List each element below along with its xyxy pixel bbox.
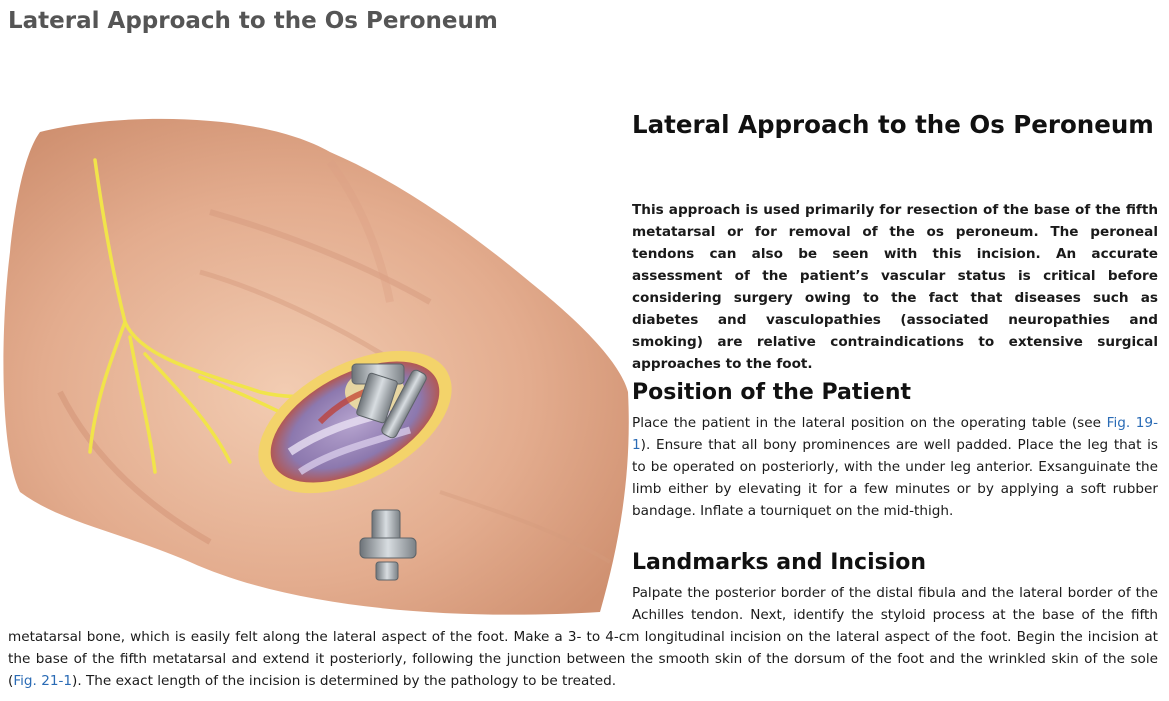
section-heading-landmarks: Landmarks and Incision: [632, 550, 927, 575]
article-title: Lateral Approach to the Os Peroneum: [632, 110, 1154, 139]
landmarks-text-after: ). The exact length of the incision is determined by the pathology to be treated.: [72, 673, 617, 689]
foot-skin: [3, 119, 628, 615]
fig-19-1-link[interactable]: Fig. 19-1: [632, 415, 1158, 453]
foot-surgical-illustration: [0, 92, 632, 620]
fig-21-1-link[interactable]: Fig. 21-1: [13, 673, 73, 689]
page-title: Lateral Approach to the Os Peroneum: [8, 8, 498, 34]
intro-paragraph: This approach is used primarily for resection of the base of the fifth metatarsal or for removal of the os peroneum. The peroneal tendons can also be seen with this incision. An accurate assessment of the patient’s vascular status is critical before considering surgery owing to the fact that diseases such as diabetes and vasculopathies (associated neuropathies and smoking) are relative contraindications to extensive surgical approaches to the foot.: [632, 202, 1158, 372]
position-text-before: Place the patient in the lateral position on the operating table (see: [632, 415, 1107, 431]
figure-wrap-spacer: [8, 582, 632, 626]
position-paragraph: [632, 412, 1158, 522]
landmarks-paragraph: [8, 582, 1158, 692]
position-text-after: ). Ensure that all bony prominences are well padded. Place the leg that is to be operated on posteriorly, with the under leg anterior. Exsanguinate the limb either by elevating it for a few minutes or by applying a soft rubber bandage. Inflate a tourniquet on the mid-thigh.: [632, 437, 1158, 519]
section-heading-position: Position of the Patient: [632, 380, 912, 405]
landmarks-text-before: Palpate the posterior border of the distal fibula and the lateral border of the Achilles tendon. Next, identify the styloid process at the base of the fifth metatarsal bone, which is easily felt along the lateral aspect of the foot. Make a 3- to 4-cm longitudinal incision on the lateral aspect of the foot. Begin the incision at the base of the fifth metatarsal and extend it posteriorly, following the junction between the smooth skin of the dorsum of the foot and the wrinkled skin of the sole (: [8, 585, 1158, 689]
